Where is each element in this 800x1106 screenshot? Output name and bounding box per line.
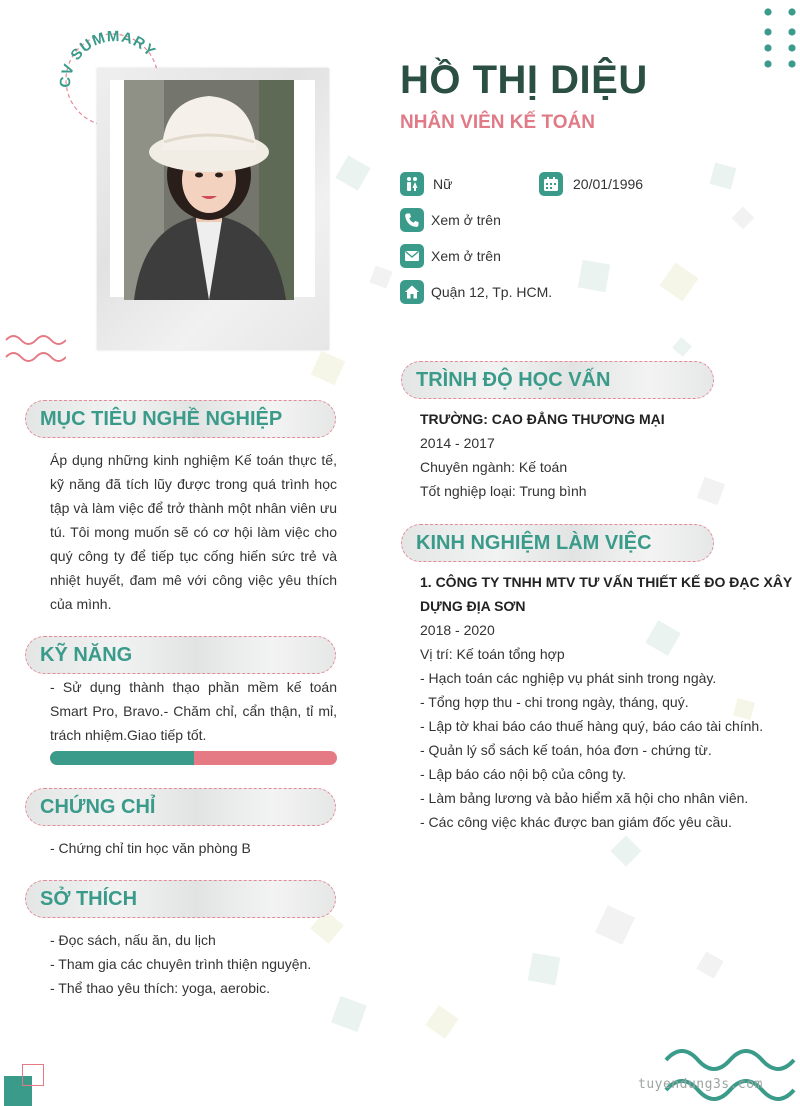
watermark: tuyendung3s.com [638,1077,763,1092]
experience-task: - Tổng hợp thu - chi trong ngày, tháng, quý. [420,694,689,710]
phone-text: Xem ở trên [431,212,501,228]
experience-task: - Làm bảng lương và bảo hiểm xã hội cho nhân viên. [420,790,749,806]
confetti-shape [610,835,641,866]
confetti-shape [369,265,392,288]
confetti-shape [710,163,737,190]
confetti-shape [697,477,725,505]
experience-position: Vị trí: Kế toán tổng hợp [420,646,565,662]
home-icon [400,280,424,304]
calendar-icon [539,172,563,196]
confetti-shape [331,996,367,1032]
gender-text: Nữ [433,176,453,192]
school-name: TRƯỜNG: CAO ĐẲNG THƯƠNG MẠI [420,411,665,427]
section-certificates-heading: CHỨNG CHỈ [25,788,336,826]
section-skills-heading: KỸ NĂNG [25,636,336,674]
confetti-shape [732,207,755,230]
education-grade: Tốt nghiệp loại: Trung bình [420,483,587,499]
confetti-shape [528,953,560,985]
confetti-shape [660,263,699,302]
experience-task: - Hạch toán các nghiệp vụ phát sinh trong ngày. [420,670,717,686]
email-text: Xem ở trên [431,248,501,264]
confetti-shape [696,951,723,978]
confetti-shape [425,1005,458,1038]
email-icon [400,244,424,268]
profile-photo [124,80,294,300]
skills-text: - Sử dụng thành thạo phần mềm kế toán Smart Pro, Bravo.- Chăm chỉ, cẩn thận, tỉ mỉ, trách nhiệm.Giao tiếp tốt. [50,679,337,743]
skill-level-fill [50,751,194,765]
education-major: Chuyên ngành: Kế toán [420,459,568,475]
candidate-name: HỒ THỊ DIỆU [400,58,648,102]
experience-task: - Lập báo cáo nội bộ của công ty. [420,766,626,782]
confetti-shape [595,905,635,945]
gender-icon [400,172,424,196]
confetti-shape [578,260,610,292]
objective-text: Áp dụng những kinh nghiệm Kế toán thực tế, kỹ năng đã tích lũy được trong quá trình học tập và làm việc để trở thành một nhân viên ưu tú. Tôi mong muốn sẽ có cơ hội làm việc cho quý công ty để tiếp tục cống hiến sức trẻ và nhiệt huyết, đam mê với công việc yêu thích của mình. [50,452,337,612]
company-name: 1. CÔNG TY TNHH MTV TƯ VẤN THIẾT KẾ ĐO ĐẠC XÂY [420,574,793,590]
section-education-heading: TRÌNH ĐỘ HỌC VẤN [401,361,714,399]
confetti-shape [311,351,346,386]
experience-period: 2018 - 2020 [420,622,495,638]
confetti-shape [733,698,755,720]
confetti-shape [335,155,371,191]
birthday-text: 20/01/1996 [573,176,644,192]
section-experience-heading: KINH NGHIỆM LÀM VIỆC [401,524,714,562]
address-text: Quận 12, Tp. HCM. [431,284,553,300]
experience-task: - Lập tờ khai báo cáo thuế hàng quý, báo cáo tài chính. [420,718,764,734]
education-period: 2014 - 2017 [420,435,495,451]
company-name-cont: DỰNG ĐỊA SƠN [420,598,526,614]
square-outline-decoration [22,1064,44,1086]
section-objective-heading: MỤC TIÊU NGHỀ NGHIỆP [25,400,336,438]
dot-grid-decoration [756,6,800,76]
cv-summary-text: CV SUMMARY [56,28,160,89]
skill-level-bar [50,751,337,765]
experience-task: - Quản lý sổ sách kế toán, hóa đơn - chứng từ. [420,742,712,758]
hobby-item: - Đọc sách, nấu ăn, du lịch [50,932,216,948]
certificate-item: - Chứng chỉ tin học văn phòng B [50,840,251,856]
job-title: NHÂN VIÊN KẾ TOÁN [400,112,595,133]
confetti-shape [645,620,681,656]
wave-decoration [4,332,66,366]
section-hobbies-heading: SỞ THÍCH [25,880,336,918]
experience-task: - Các công việc khác được ban giám đốc yêu cầu. [420,814,732,830]
wave-decoration [662,1040,800,1106]
confetti-shape [672,337,692,357]
phone-icon [400,208,424,232]
hobby-item: - Thể thao yêu thích: yoga, aerobic. [50,980,270,996]
hobby-item: - Tham gia các chuyên trình thiện nguyện. [50,956,312,972]
